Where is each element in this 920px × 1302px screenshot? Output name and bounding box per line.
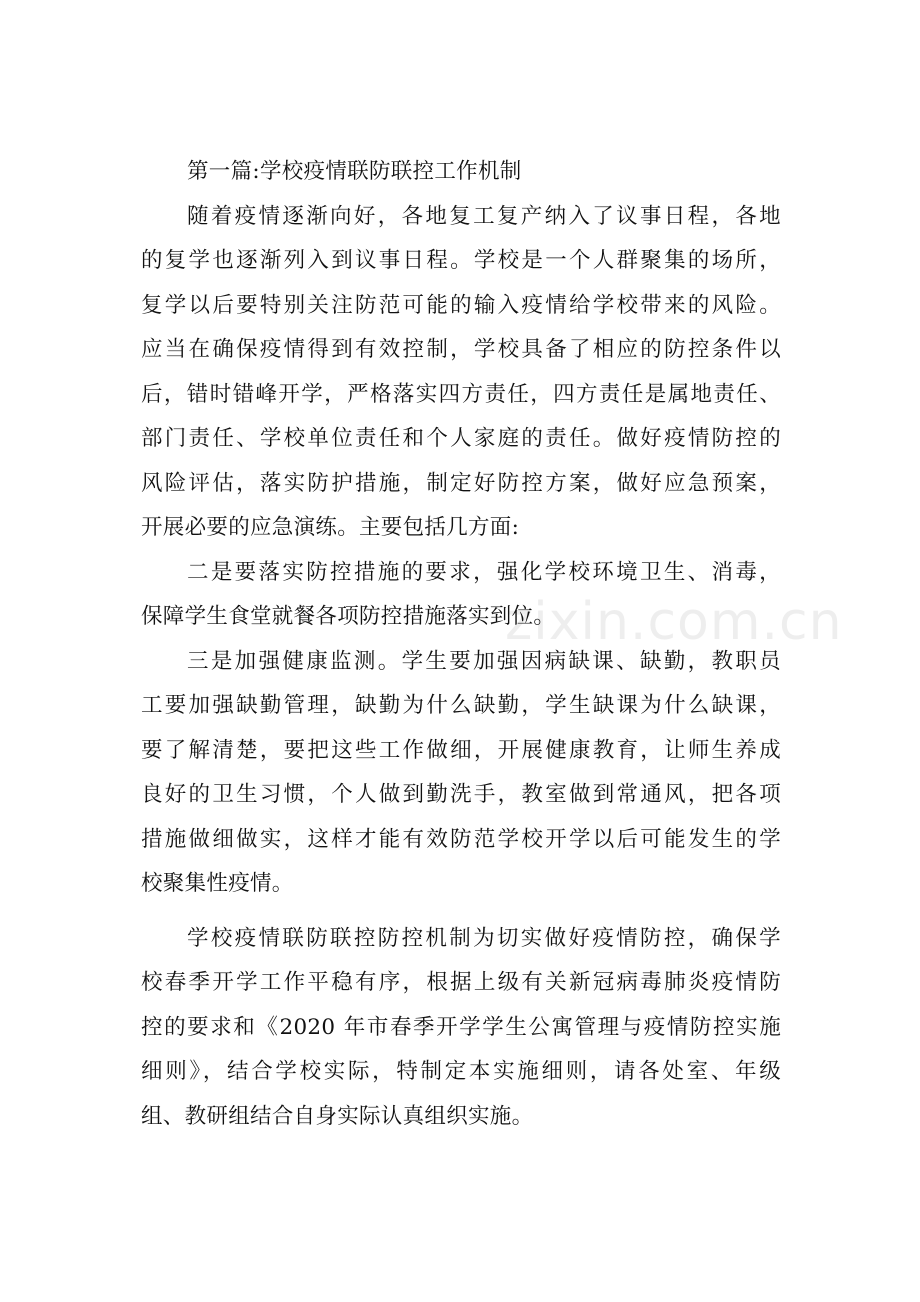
paragraph-1-line-2: 的复学也逐渐列入到议事日程。学校是一个人群聚集的场所，	[141, 248, 781, 273]
paragraph-1-line-8: 开展必要的应急演练。主要包括几方面:	[141, 515, 520, 540]
paragraph-3-line-2: 工要加强缺勤管理，缺勤为什么缺勤，学生缺课为什么缺课，	[141, 693, 781, 718]
document-body	[141, 150, 781, 1139]
document-title: 第一篇:学校疫情联防联控工作机制	[187, 159, 522, 184]
paragraph-1-line-3: 复学以后要特别关注防范可能的输入疫情给学校带来的风险。	[141, 292, 781, 318]
paragraph-3-line-1: 三是加强健康监测。学生要加强因病缺课、缺勤，教职员	[187, 648, 781, 674]
paragraph-2-line-1: 二是要落实防控措施的要求，强化学校环境卫生、消毒，	[187, 559, 781, 585]
paragraph-1-line-6: 部门责任、学校单位责任和个人家庭的责任。做好疫情防控的	[141, 426, 781, 451]
paragraph-3-line-4: 良好的卫生习惯，个人做到勤洗手，教室做到常通风，把各项	[141, 782, 781, 807]
paragraph-1-line-1: 随着疫情逐渐向好，各地复工复产纳入了议事日程，各地	[187, 203, 781, 229]
paragraph-1-line-7: 风险评估，落实防护措施，制定好防控方案，做好应急预案，	[141, 470, 781, 496]
paragraph-4-line-3: 控的要求和《2020 年市春季开学学生公寓管理与疫情防控实施	[141, 1014, 781, 1040]
paragraph-gap	[141, 907, 781, 917]
paragraph-1-line-4: 应当在确保疫情得到有效控制，学校具备了相应的防控条件以	[141, 337, 781, 362]
paragraph-2-line-2: 保障学生食堂就餐各项防控措施落实到位。	[141, 604, 556, 629]
paragraph-3-line-3: 要了解清楚，要把这些工作做细，开展健康教育，让师生养成	[141, 737, 781, 763]
watermark-text: zixin.com.cn	[505, 592, 843, 652]
paragraph-4-line-5: 组、教研组结合自身实际认真组织实施。	[141, 1103, 534, 1129]
paragraph-3-line-6: 校聚集性疫情。	[141, 871, 294, 896]
paragraph-4-line-4: 细则》，结合学校实际，特制定本实施细则，请各处室、年级	[141, 1059, 781, 1084]
paragraph-4-line-1: 学校疫情联防联控防控机制为切实做好疫情防控，确保学	[187, 925, 781, 951]
paragraph-1-line-5: 后，错时错峰开学，严格落实四方责任，四方责任是属地责任、	[141, 381, 781, 407]
paragraph-3-line-5: 措施做细做实，这样才能有效防范学校开学以后可能发生的学	[141, 826, 781, 852]
paragraph-4-line-2: 校春季开学工作平稳有序，根据上级有关新冠病毒肺炎疫情防	[141, 970, 781, 995]
